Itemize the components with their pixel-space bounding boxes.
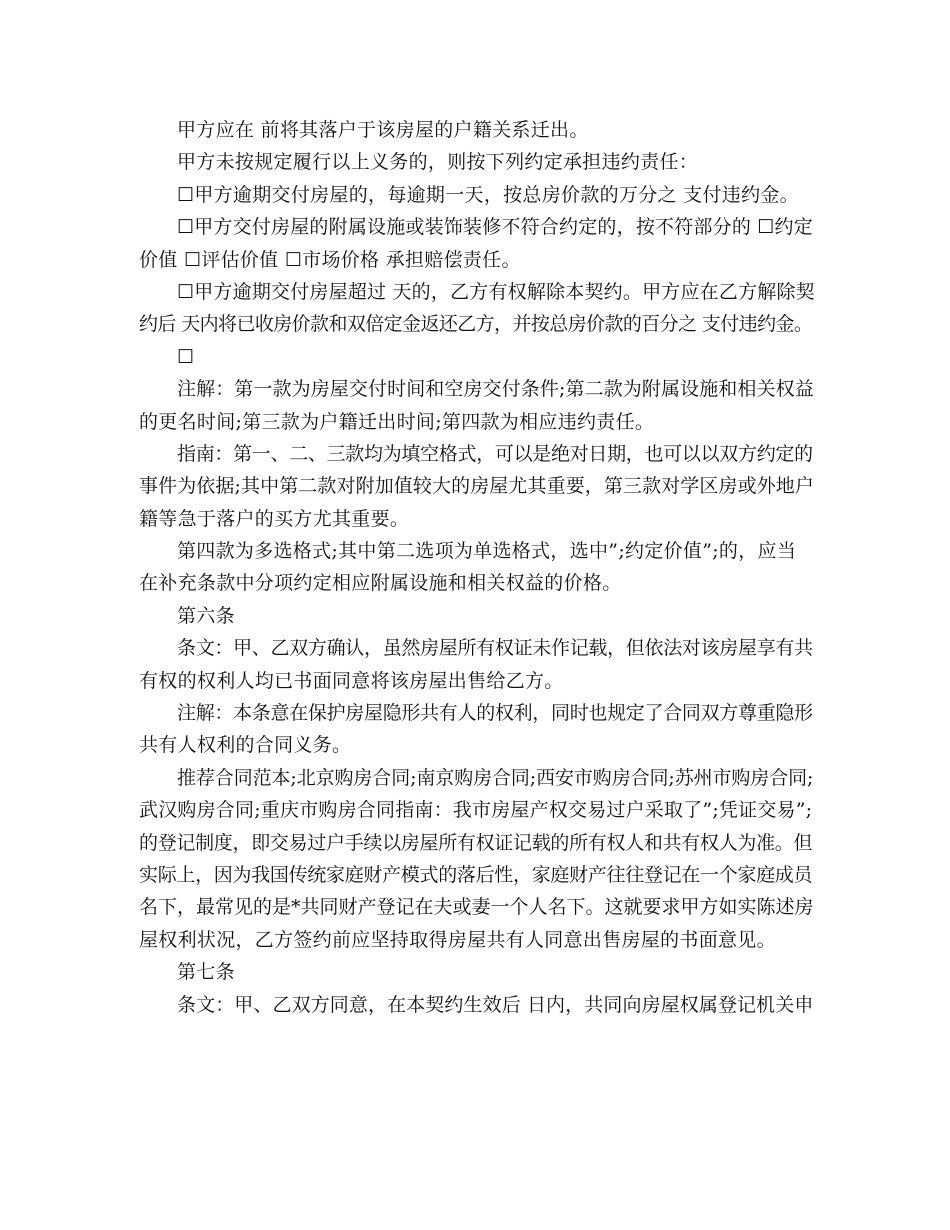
paragraph-continuation-line: 的更名时间;第三款为户籍迁出时间;第四款为相应违约责任。 xyxy=(139,410,655,433)
paragraph-continuation-line: 事件为依据;其中第二款对附加值较大的房屋尤其重要，第三款对学区房或外地户 xyxy=(139,475,815,498)
paragraph-line: 第四款为多选格式;其中第二选项为单选格式，选中”;约定价值”;的，应当 xyxy=(177,540,797,563)
article-text-line: 条文：甲、乙双方同意，在本契约生效后 日内，共同向房屋权属登记机关申 xyxy=(177,993,814,1016)
paragraph-continuation-line: 有权的权利人均已书面同意将该房屋出售给乙方。 xyxy=(139,669,564,692)
paragraph-continuation-line: 屋权利状况，乙方签约前应坚持取得房屋共有人同意出售房屋的书面意见。 xyxy=(139,928,776,951)
article-heading: 第七条 xyxy=(177,961,235,984)
paragraph-continuation-line: 武汉购房合同;重庆市购房合同指南：我市房屋产权交易过户采取了”;凭证交易”; xyxy=(139,799,813,822)
paragraph-continuation-line: 在补充条款中分项约定相应附属设施和相关权益的价格。 xyxy=(139,572,622,595)
empty-checkbox-line: ☐ xyxy=(177,345,195,368)
document-body xyxy=(139,114,815,1021)
checkbox-clause-line: ☐甲方逾期交付房屋超过 天的，乙方有权解除本契约。甲方应在乙方解除契 xyxy=(177,280,815,303)
paragraph-continuation-line: 的登记制度，即交易过户手续以房屋所有权证记载的所有权人和共有权人为准。但 xyxy=(139,831,813,854)
checkbox-clause-line: ☐甲方逾期交付房屋的，每逾期一天，按总房价款的万分之 支付违约金。 xyxy=(177,183,799,206)
paragraph-line: 甲方应在 前将其落户于该房屋的户籍关系迁出。 xyxy=(177,119,589,141)
paragraph-continuation-line: 实际上，因为我国传统家庭财产模式的落后性，家庭财产往往登记在一个家庭成员 xyxy=(139,863,813,886)
checkbox-clause-line: ☐甲方交付房屋的附属设施或装饰装修不符合约定的，按不符部分的 ☐约定 xyxy=(177,216,813,239)
paragraph-continuation-line: 籍等急于落户的买方尤其重要。 xyxy=(139,507,410,530)
paragraph-continuation-line: 约后 天内将已收房价款和双倍定金返还乙方，并按总房价款的百分之 支付违约金。 xyxy=(139,313,813,336)
paragraph-continuation-line: 共有人权利的合同义务。 xyxy=(139,734,352,757)
note-line: 注解：本条意在保护房屋隐形共有人的权利，同时也规定了合同双方尊重隐形 xyxy=(177,702,813,725)
recommended-templates-line: 推荐合同范本;北京购房合同;南京购房合同;西安市购房合同;苏州市购房合同; xyxy=(177,766,814,789)
paragraph-continuation-line: 价值 ☐评估价值 ☐市场价格 承担赔偿责任。 xyxy=(139,248,521,271)
guide-line: 指南：第一、二、三款均为填空格式，可以是绝对日期，也可以以双方约定的 xyxy=(177,442,813,465)
article-text-line: 条文：甲、乙双方确认，虽然房屋所有权证未作记载，但依法对该房屋享有共 xyxy=(177,637,813,660)
paragraph-line: 甲方未按规定履行以上义务的，则按下列约定承担违约责任： xyxy=(177,151,699,174)
article-heading: 第六条 xyxy=(177,604,235,627)
note-line: 注解：第一款为房屋交付时间和空房交付条件;第二款为附属设施和相关权益 xyxy=(177,378,814,401)
paragraph-continuation-line: 名下，最常见的是*共同财产登记在夫或妻一个人名下。这就要求甲方如实陈述房 xyxy=(139,896,814,919)
